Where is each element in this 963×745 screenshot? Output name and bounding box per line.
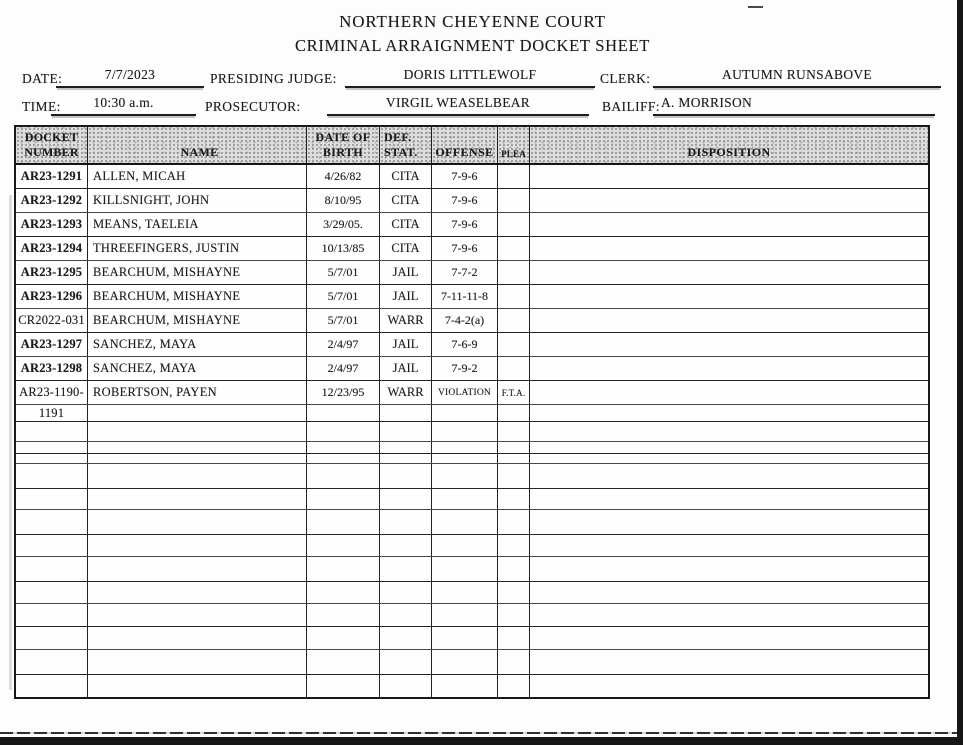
cell-stat [380,464,432,488]
table-row [16,627,928,650]
cell-stat [380,557,432,581]
cell-offense [432,627,498,649]
cell-stat [380,489,432,509]
court-name: NORTHERN CHEYENNE COURT [339,12,606,31]
cell-name [88,464,307,488]
cell-stat: WARR [380,381,432,404]
cell-dob [307,535,380,556]
cell-offense [432,442,498,453]
date-label: DATE: [22,71,63,86]
cell-stat: JAIL [380,357,432,380]
cell-dispo [530,422,928,441]
cell-name: KILLSNIGHT, JOHN [88,189,307,212]
table-row [16,489,928,510]
cell-dob: 2/4/97 [307,333,380,356]
cell-dispo [530,454,928,463]
cell-docket [16,627,88,649]
cell-dispo [530,582,928,603]
cell-dob: 4/26/82 [307,165,380,188]
cell-docket [16,464,88,488]
clerk-label: CLERK: [600,71,651,86]
table-row [16,165,928,189]
cell-dispo [530,357,928,380]
cell-docket: AR23-1297 [16,333,88,356]
cell-plea [498,165,530,188]
presiding-judge-value: DORIS LITTLEWOLF [345,67,595,88]
cell-plea [498,261,530,284]
header-def-stat [380,127,432,163]
cell-plea [498,422,530,441]
cell-plea [498,309,530,332]
time-value: 10:30 a.m. [51,95,196,116]
cell-offense [432,422,498,441]
cell-plea: F.T.A. [498,381,530,404]
cell-name: BEARCHUM, MISHAYNE [88,285,307,308]
table-row [16,333,928,357]
cell-dob [307,454,380,463]
cell-dob [307,442,380,453]
cell-docket: 1191 [16,405,88,421]
cell-offense [432,675,498,697]
cell-stat [380,627,432,649]
header-offense-text: OFFENSE [435,145,494,159]
cell-stat: JAIL [380,333,432,356]
table-row [16,357,928,381]
cell-stat: CITA [380,189,432,212]
cell-docket: AR23-1292 [16,189,88,212]
cell-name [88,535,307,556]
cell-name: BEARCHUM, MISHAYNE [88,309,307,332]
cell-dob [307,510,380,534]
cell-dispo [530,261,928,284]
cell-dispo [530,489,928,509]
cell-name [88,627,307,649]
cell-dob [307,557,380,581]
prosecutor-value: VIRGIL WEASELBEAR [327,95,589,116]
header-disposition-text: DISPOSITION [687,145,771,159]
cell-offense [432,604,498,626]
cell-docket [16,675,88,697]
cell-name: ALLEN, MICAH [88,165,307,188]
cell-stat [380,510,432,534]
cell-docket: AR23-1294 [16,237,88,260]
table-row [16,237,928,261]
cell-plea [498,213,530,236]
cell-dispo [530,604,928,626]
cell-dob: 10/13/85 [307,237,380,260]
cell-stat: WARR [380,309,432,332]
cell-offense [432,557,498,581]
table-row [16,213,928,237]
cell-dob: 5/7/01 [307,285,380,308]
cell-dispo [530,285,928,308]
cell-docket: AR23-1190- [16,381,88,404]
scan-artifact-dash [748,6,763,8]
cell-stat [380,650,432,674]
cell-dispo [530,333,928,356]
cell-plea [498,557,530,581]
cell-offense: 7-9-6 [432,213,498,236]
cell-plea [498,650,530,674]
cell-name [88,454,307,463]
cell-dob: 5/7/01 [307,309,380,332]
header-offense [432,127,498,163]
cell-name [88,582,307,603]
table-row [16,189,928,213]
cell-plea [498,405,530,421]
cell-name [88,557,307,581]
cell-name [88,510,307,534]
cell-name [88,489,307,509]
cell-docket: AR23-1295 [16,261,88,284]
table-row [16,675,928,697]
cell-name: MEANS, TAELEIA [88,213,307,236]
cell-docket: AR23-1296 [16,285,88,308]
scan-bottom-dashed-line [0,732,957,734]
table-rows [16,165,928,697]
header-plea [498,127,530,163]
cell-offense [432,650,498,674]
bailiff-label: BAILIFF: [602,99,660,114]
cell-dispo [530,442,928,453]
cell-plea [498,237,530,260]
table-row [16,582,928,604]
cell-name [88,650,307,674]
cell-docket: CR2022-031 [16,309,88,332]
time-label: TIME: [22,99,61,114]
cell-plea [498,604,530,626]
cell-dob: 3/29/05. [307,213,380,236]
cell-dob [307,627,380,649]
cell-dispo [530,309,928,332]
header-plea-text: PLEA [501,148,526,159]
cell-stat: CITA [380,165,432,188]
header-stat-line2: STAT. [384,145,418,159]
cell-offense: 7-7-2 [432,261,498,284]
cell-dob [307,675,380,697]
cell-name [88,604,307,626]
cell-dispo [530,464,928,488]
cell-name [88,442,307,453]
cell-dob [307,464,380,488]
scan-smudge [9,195,12,690]
cell-stat: JAIL [380,285,432,308]
table-row [16,604,928,627]
cell-stat [380,442,432,453]
scan-bottom-edge-bar [0,737,963,745]
cell-offense [432,489,498,509]
cell-offense [432,582,498,603]
header-name [88,127,307,163]
table-row [16,557,928,582]
cell-dispo [530,213,928,236]
header-disposition [530,127,928,163]
cell-stat [380,405,432,421]
cell-plea [498,582,530,603]
cell-plea [498,535,530,556]
cell-docket [16,650,88,674]
cell-offense [432,454,498,463]
cell-dispo [530,535,928,556]
cell-dob [307,604,380,626]
table-row [16,464,928,489]
cell-stat [380,422,432,441]
cell-name: BEARCHUM, MISHAYNE [88,261,307,284]
header-docket-line2: NUMBER [24,145,79,159]
cell-plea [498,333,530,356]
cell-dob: 12/23/95 [307,381,380,404]
cell-stat [380,582,432,603]
cell-offense [432,535,498,556]
cell-plea [498,189,530,212]
table-row [16,261,928,285]
cell-dob [307,650,380,674]
cell-docket [16,442,88,453]
header-docket-number [16,127,88,163]
cell-offense: 7-9-2 [432,357,498,380]
document-type: CRIMINAL ARRAIGNMENT DOCKET SHEET [294,36,651,55]
document-title [0,12,945,56]
header-name-text: NAME [180,145,219,159]
table-row [16,405,928,422]
cell-dispo [530,189,928,212]
scan-right-edge-bar [957,0,963,745]
cell-dispo [530,675,928,697]
cell-docket [16,489,88,509]
prosecutor-label: PROSECUTOR: [205,99,301,114]
table-row [16,535,928,557]
cell-plea [498,510,530,534]
cell-name: SANCHEZ, MAYA [88,333,307,356]
cell-name: ROBERTSON, PAYEN [88,381,307,404]
cell-dob [307,582,380,603]
cell-name [88,675,307,697]
cell-dispo [530,165,928,188]
clerk-value: AUTUMN RUNSABOVE [653,67,941,88]
cell-dispo [530,650,928,674]
cell-docket: AR23-1298 [16,357,88,380]
cell-docket [16,582,88,603]
cell-stat [380,675,432,697]
presiding-judge-label: PRESIDING JUDGE: [210,71,337,86]
cell-dob: 2/4/97 [307,357,380,380]
cell-dob: 5/7/01 [307,261,380,284]
table-row [16,285,928,309]
cell-docket: AR23-1293 [16,213,88,236]
cell-docket [16,604,88,626]
header-docket-line1: DOCKET [24,130,79,144]
cell-offense: 7-9-6 [432,237,498,260]
table-row [16,510,928,535]
cell-offense: 7-9-6 [432,165,498,188]
header-dob-line1: DATE OF [315,130,371,144]
cell-name: THREEFINGERS, JUSTIN [88,237,307,260]
table-header [16,127,928,165]
cell-dispo [530,381,928,404]
cell-name: SANCHEZ, MAYA [88,357,307,380]
cell-stat [380,535,432,556]
cell-docket [16,510,88,534]
cell-stat: CITA [380,213,432,236]
header-stat-line1: DEF. [384,130,412,144]
cell-stat: JAIL [380,261,432,284]
cell-plea [498,489,530,509]
cell-dispo [530,627,928,649]
cell-dispo [530,510,928,534]
cell-offense: VIOLATION [432,381,498,404]
cell-offense: 7-11-11-8 [432,285,498,308]
table-row [16,309,928,333]
cell-dob [307,405,380,421]
cell-plea [498,285,530,308]
cell-plea [498,454,530,463]
cell-offense [432,464,498,488]
cell-plea [498,442,530,453]
cell-docket [16,535,88,556]
cell-dob: 8/10/95 [307,189,380,212]
cell-docket [16,454,88,463]
cell-dob [307,489,380,509]
cell-docket [16,557,88,581]
docket-table [14,125,930,699]
cell-plea [498,357,530,380]
cell-name [88,405,307,421]
cell-docket [16,422,88,441]
cell-dob [307,422,380,441]
table-row [16,454,928,464]
cell-stat [380,454,432,463]
cell-offense: 7-6-9 [432,333,498,356]
table-row [16,650,928,675]
cell-dispo [530,237,928,260]
cell-plea [498,627,530,649]
cell-stat [380,604,432,626]
bailiff-value: A. MORRISON [653,95,935,116]
table-row [16,381,928,405]
cell-name [88,422,307,441]
header-date-of-birth [307,127,380,163]
cell-docket: AR23-1291 [16,165,88,188]
cell-stat: CITA [380,237,432,260]
table-row [16,442,928,454]
cell-offense: 7-9-6 [432,189,498,212]
table-row [16,422,928,442]
cell-offense [432,405,498,421]
cell-offense [432,510,498,534]
cell-plea [498,675,530,697]
date-value: 7/7/2023 [56,67,204,88]
header-dob-line2: BIRTH [322,145,364,159]
cell-dispo [530,405,928,421]
cell-offense: 7-4-2(a) [432,309,498,332]
cell-plea [498,464,530,488]
cell-dispo [530,557,928,581]
